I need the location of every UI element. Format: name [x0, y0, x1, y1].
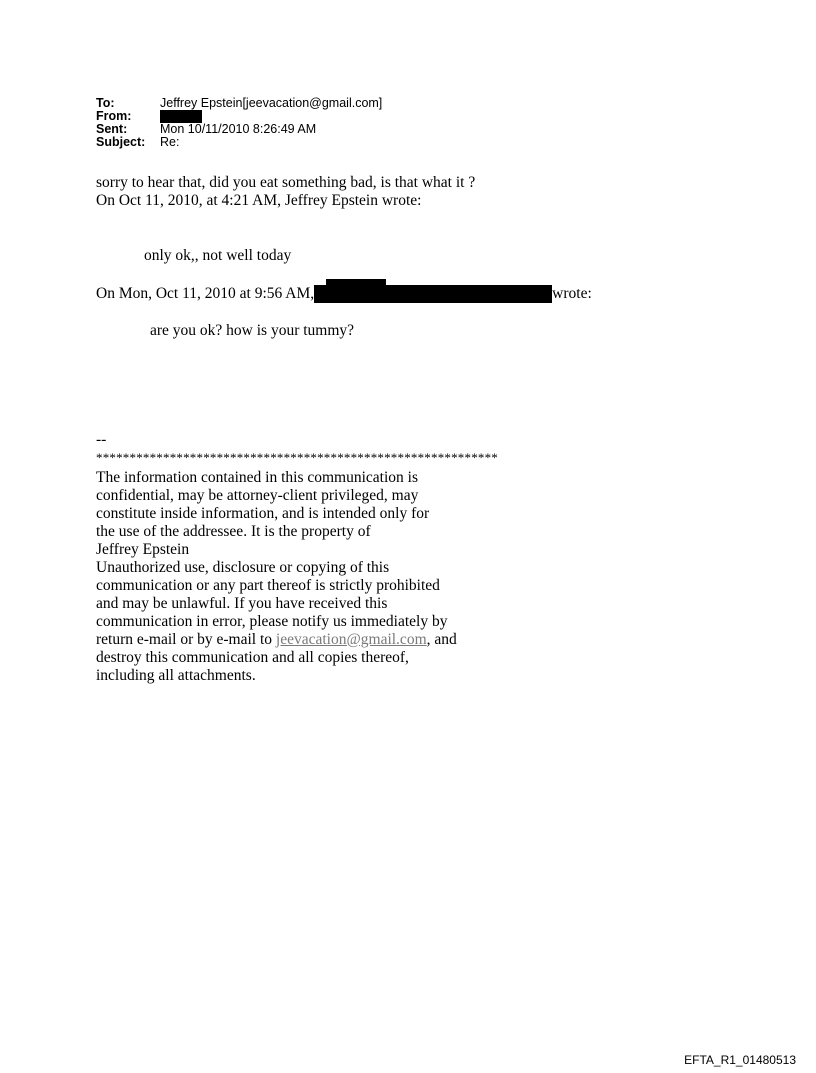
to-label: To: [96, 96, 115, 110]
disclaimer-line: destroy this communication and all copies thereof, [96, 649, 409, 666]
quoted-message-1: only ok,, not well today [144, 247, 292, 264]
subject-value: Re: [160, 135, 180, 150]
quote-attribution-2: On Mon, Oct 11, 2010 at 9:56 AM, wrote: [96, 285, 592, 302]
disclaimer-line: The information contained in this communication is [96, 469, 418, 486]
email-header [96, 97, 382, 149]
disclaimer-line: the use of the addressee. It is the property of [96, 523, 371, 540]
redaction-box [314, 285, 552, 303]
reply-text: sorry to hear that, did you eat something bad, is that what it ? [96, 174, 476, 191]
email-link[interactable]: jeevacation@gmail.com [275, 631, 427, 648]
to-row [96, 97, 382, 110]
subject-label: Subject: [96, 135, 146, 150]
disclaimer-line: communication or any part thereof is strictly prohibited [96, 577, 440, 594]
document-id: EFTA_R1_01480513 [684, 1053, 796, 1067]
separator-stars: ************************************************************ [96, 450, 498, 465]
disclaimer-line: return e-mail or by e-mail to jeevacation@gmail.com, and [96, 631, 457, 648]
quoted-message-2: are you ok? how is your tummy? [150, 322, 355, 339]
disclaimer-line: Jeffrey Epstein [96, 541, 190, 558]
sent-value: Mon 10/11/2010 8:26:49 AM [160, 122, 317, 137]
from-label: From: [96, 109, 132, 123]
to-value: Jeffrey Epstein[jeevacation@gmail.com] [160, 96, 383, 110]
disclaimer-line: and may be unlawful. If you have received this [96, 595, 388, 612]
subject-row [96, 136, 382, 149]
redaction-box [326, 279, 386, 287]
disclaimer-line: communication in error, please notify us immediately by [96, 613, 448, 630]
sent-label: Sent: [96, 122, 128, 137]
quote-attribution-1: On Oct 11, 2010, at 4:21 AM, Jeffrey Epstein wrote: [96, 192, 422, 209]
disclaimer-line: Unauthorized use, disclosure or copying of this [96, 559, 390, 576]
disclaimer-block [96, 469, 457, 685]
disclaimer-line: including all attachments. [96, 667, 256, 684]
disclaimer-line: confidential, may be attorney-client privileged, may [96, 487, 419, 504]
signature-dashes: -- [96, 431, 107, 448]
disclaimer-line: constitute inside information, and is intended only for [96, 505, 430, 522]
